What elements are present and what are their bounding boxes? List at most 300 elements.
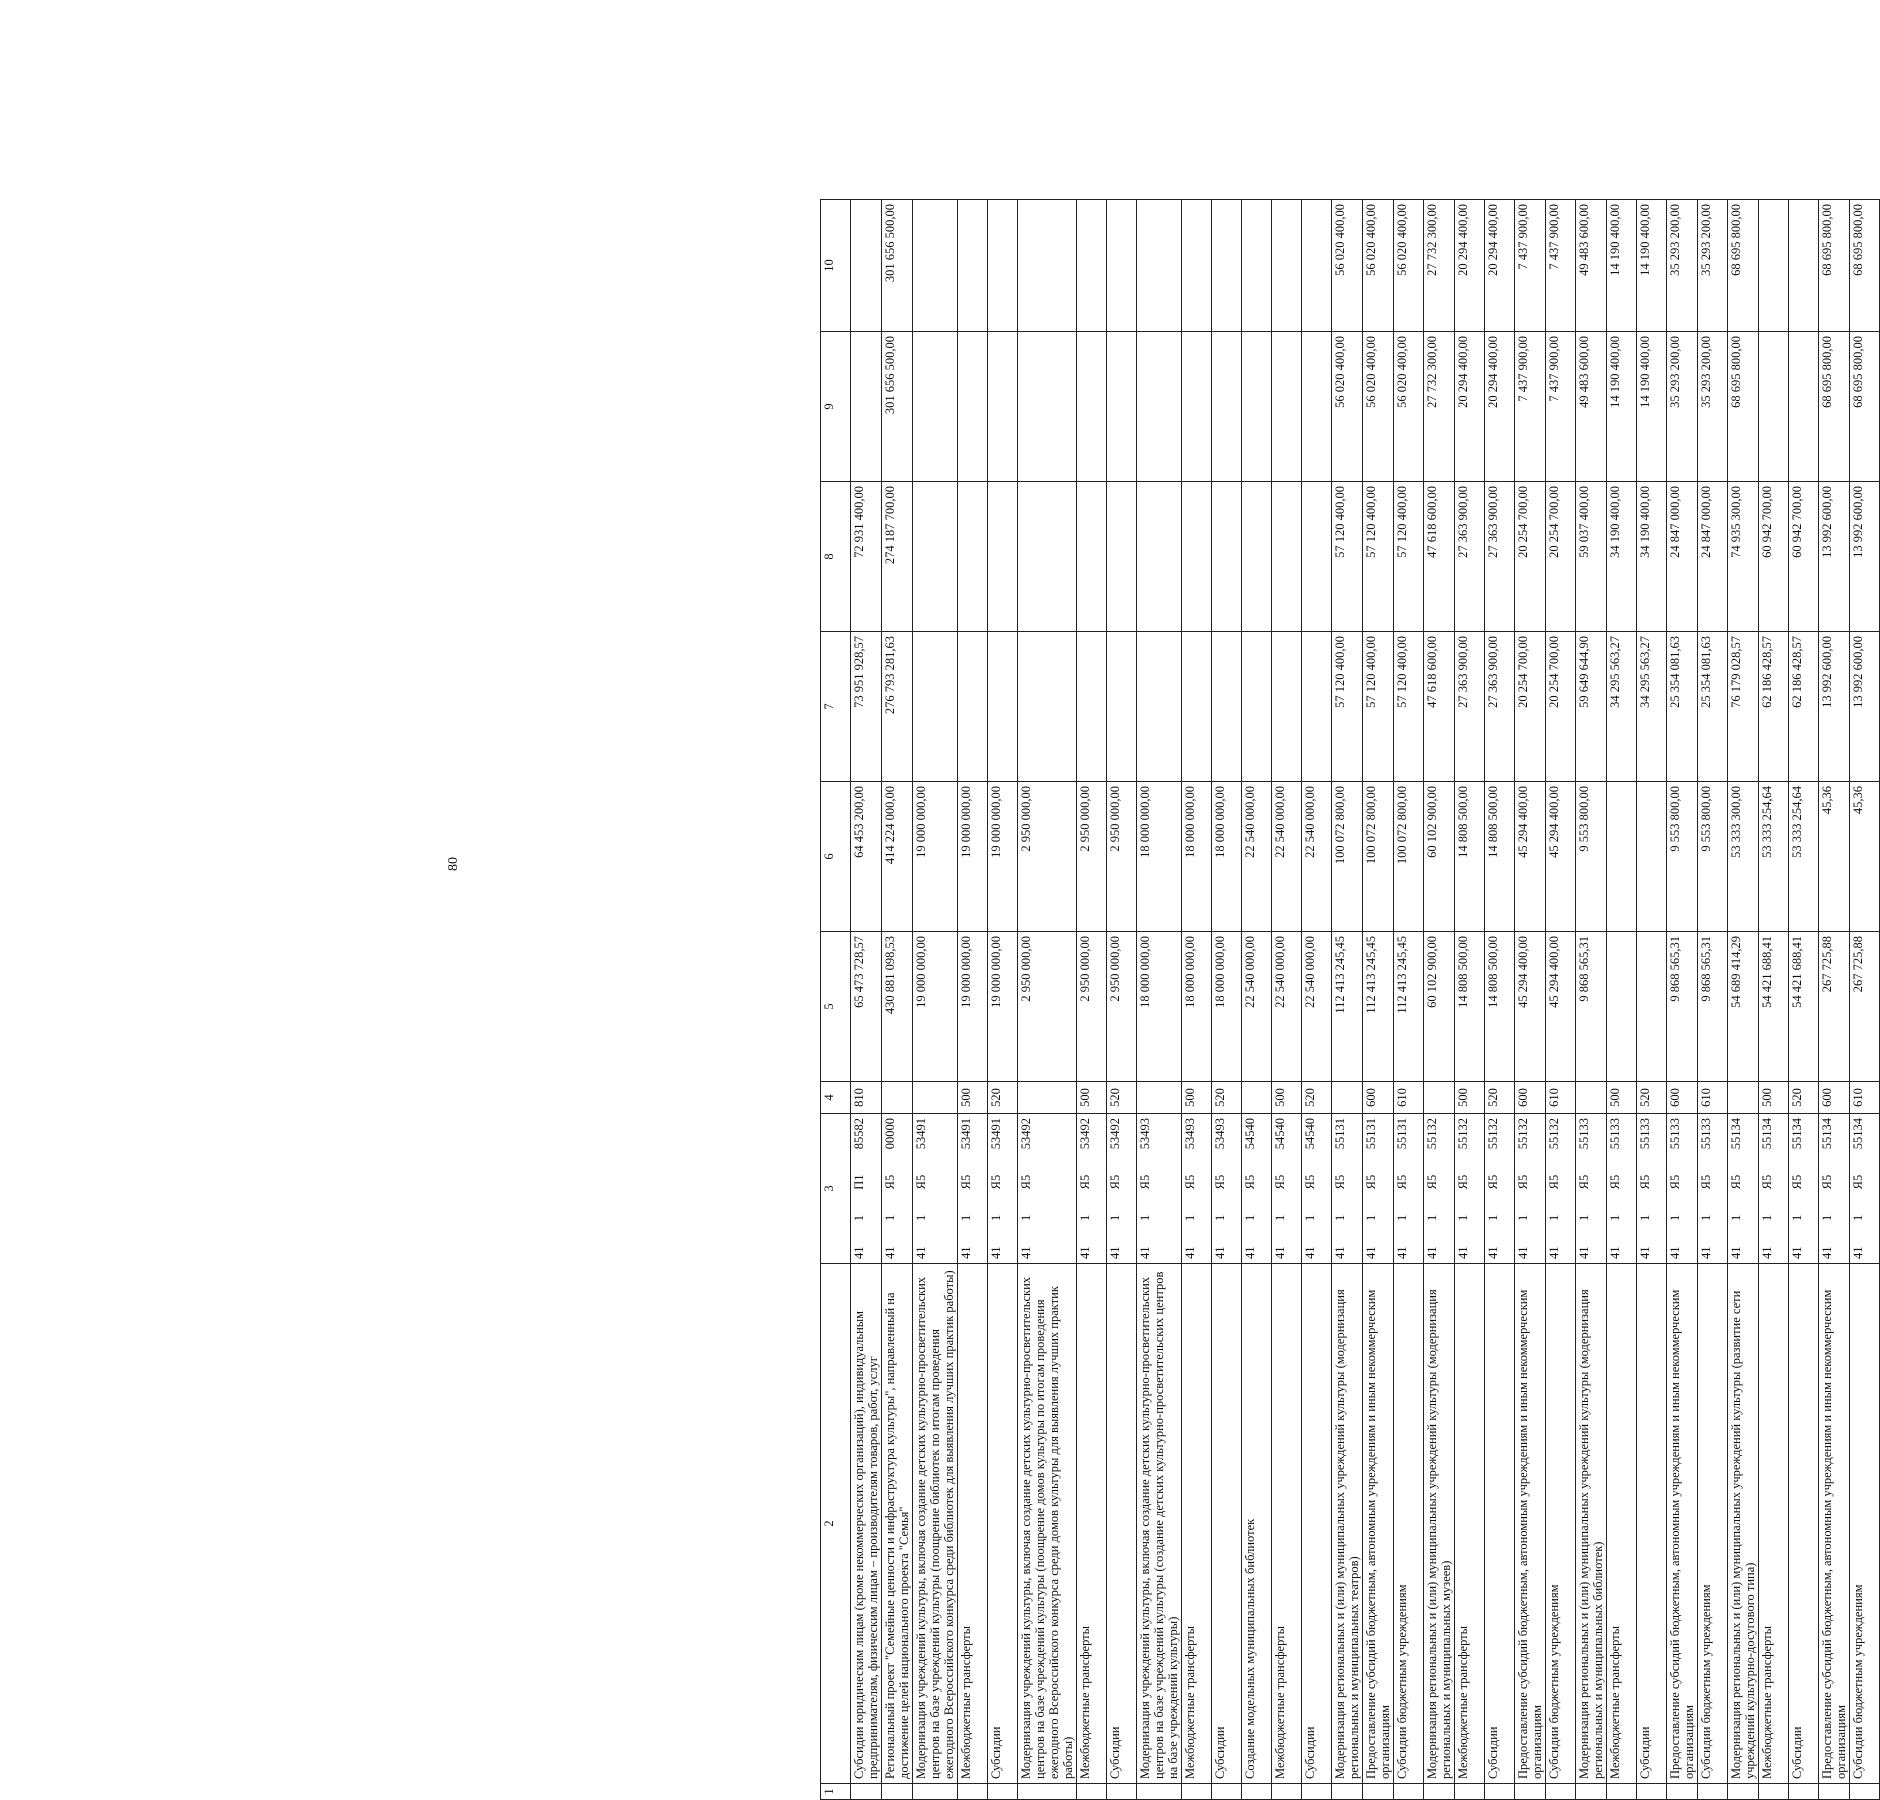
amount-v10: 7 437 900,00 [1515,200,1546,332]
column-header: 4 [821,1082,851,1114]
table-row [1242,200,1272,1800]
expense-type [1424,1082,1455,1114]
row-code [1212,1114,1242,1264]
budget-table [820,199,1880,1800]
amount-v5: 65 473 728,57 [851,932,882,1082]
code-part: 1 [883,1214,897,1222]
amount-v5: 18 000 000,00 [1212,932,1242,1082]
table-row [1546,200,1576,1800]
code-part: 1 [959,1214,973,1222]
amount-v6: 64 453 200,00 [851,782,882,932]
row-code [1759,1114,1789,1264]
amount-v6: 18 000 000,00 [1212,782,1242,932]
column-header: 2 [821,1264,851,1784]
row-code [1576,1114,1607,1264]
amount-v10: 20 294 400,00 [1455,200,1485,332]
amount-v8: 57 120 400,00 [1363,482,1394,632]
code-part: 41 [959,1246,973,1259]
amount-v10: 56 020 400,00 [1394,200,1424,332]
table-row [1424,200,1455,1800]
amount-v7 [1272,632,1302,782]
page-number: 80 [446,857,461,871]
amount-v8 [1018,482,1077,632]
column-header: 6 [821,782,851,932]
amount-v10: 68 695 800,00 [1728,200,1759,332]
amount-v7: 25 354 081,63 [1698,632,1728,782]
expense-type: 520 [988,1082,1018,1114]
amount-v9: 68 695 800,00 [1850,332,1880,482]
amount-v5: 2 950 000,00 [1018,932,1077,1082]
amount-v10 [1302,200,1332,332]
amount-v6: 414 224 000,00 [882,782,913,932]
row-code [1667,1114,1698,1264]
table-row [1137,200,1182,1800]
amount-v5: 54 421 688,41 [1789,932,1819,1082]
row-name: Создание модельных муниципальных библиотек [1242,1264,1272,1784]
amount-v5: 9 868 565,31 [1576,932,1607,1082]
row-name: Субсидии бюджетным учреждениям [1698,1264,1728,1784]
amount-v10 [1182,200,1212,332]
code-part: Я5 [1820,1174,1834,1190]
code-part: Я5 [1183,1174,1197,1190]
code-part: 85582 [852,1118,866,1150]
table-row [1394,200,1424,1800]
expense-type: 500 [1607,1082,1637,1114]
row-number [882,1784,913,1800]
code-part: 55132 [1486,1118,1500,1150]
amount-v10: 14 190 400,00 [1607,200,1637,332]
amount-v7: 25 354 081,63 [1667,632,1698,782]
code-part: Я5 [1668,1174,1682,1190]
code-part: 41 [1078,1246,1092,1259]
amount-v7: 59 649 644,90 [1576,632,1607,782]
amount-v9: 35 293 200,00 [1667,332,1698,482]
row-name: Субсидии бюджетным учреждениям [1394,1264,1424,1784]
row-code [1332,1114,1363,1264]
amount-v8 [1182,482,1212,632]
row-code [1077,1114,1107,1264]
code-part: Я5 [1108,1174,1122,1190]
amount-v8 [1212,482,1242,632]
column-header: 5 [821,932,851,1082]
row-number [1018,1784,1077,1800]
row-number [1242,1784,1272,1800]
amount-v10 [958,200,988,332]
amount-v7 [958,632,988,782]
code-part: 1 [914,1214,928,1222]
amount-v9 [1018,332,1077,482]
code-part: 41 [1547,1246,1561,1259]
code-part: Я5 [914,1174,928,1190]
row-number [1728,1784,1759,1800]
amount-v9 [1077,332,1107,482]
code-part: 41 [1273,1246,1287,1259]
code-part: Я5 [1729,1174,1743,1190]
column-header: 7 [821,632,851,782]
amount-v8: 72 931 400,00 [851,482,882,632]
amount-v10: 56 020 400,00 [1363,200,1394,332]
code-part: 41 [1395,1246,1409,1259]
amount-v8: 13 992 600,00 [1819,482,1850,632]
amount-v6: 53 333 300,00 [1728,782,1759,932]
expense-type: 520 [1302,1082,1332,1114]
amount-v8 [1302,482,1332,632]
amount-v5: 19 000 000,00 [958,932,988,1082]
amount-v7 [1182,632,1212,782]
table-row [1637,200,1667,1800]
amount-v7 [1137,632,1182,782]
amount-v9 [851,332,882,482]
code-part: Я5 [1638,1174,1652,1190]
amount-v6: 18 000 000,00 [1137,782,1182,932]
table-row [1107,200,1137,1800]
expense-type [913,1082,958,1114]
code-part: 55131 [1395,1118,1409,1150]
amount-v10: 27 732 300,00 [1424,200,1455,332]
code-part: Я5 [1243,1174,1257,1190]
amount-v7: 27 363 900,00 [1485,632,1515,782]
code-part: 1 [1138,1214,1152,1222]
code-part: 55132 [1456,1118,1470,1150]
amount-v6: 2 950 000,00 [1107,782,1137,932]
amount-v7: 57 120 400,00 [1332,632,1363,782]
code-part: 1 [1456,1214,1470,1222]
code-part: Я5 [1699,1174,1713,1190]
amount-v9 [1137,332,1182,482]
row-number [1637,1784,1667,1800]
amount-v6: 100 072 800,00 [1332,782,1363,932]
amount-v8: 57 120 400,00 [1332,482,1363,632]
amount-v6: 9 553 800,00 [1667,782,1698,932]
amount-v9 [1182,332,1212,482]
amount-v8: 34 190 400,00 [1637,482,1667,632]
code-part: 1 [1668,1214,1682,1222]
amount-v7: 62 186 428,57 [1789,632,1819,782]
amount-v7: 47 618 600,00 [1424,632,1455,782]
amount-v7: 13 992 600,00 [1819,632,1850,782]
amount-v6: 100 072 800,00 [1363,782,1394,932]
code-part: Я5 [1213,1174,1227,1190]
code-part: 41 [1577,1246,1591,1259]
row-name: Межбюджетные трансферты [1759,1264,1789,1784]
code-part: 41 [883,1246,897,1259]
code-part: 55134 [1790,1118,1804,1150]
amount-v6: 53 333 254,64 [1789,782,1819,932]
table-row [1485,200,1515,1800]
amount-v9: 56 020 400,00 [1332,332,1363,482]
amount-v10 [1107,200,1137,332]
amount-v5: 112 413 245,45 [1363,932,1394,1082]
code-part: 1 [852,1215,866,1222]
amount-v10 [1077,200,1107,332]
code-part: П1 [852,1174,866,1190]
code-part: 1 [1516,1214,1530,1222]
row-code [1018,1114,1077,1264]
row-name: Межбюджетные трансферты [1607,1264,1637,1784]
row-number [1789,1784,1819,1800]
amount-v9: 68 695 800,00 [1728,332,1759,482]
code-part: 41 [1108,1246,1122,1259]
table-row [1212,200,1242,1800]
amount-v8: 27 363 900,00 [1485,482,1515,632]
amount-v8: 24 847 000,00 [1667,482,1698,632]
amount-v10 [1242,200,1272,332]
code-part: 55134 [1760,1118,1774,1150]
code-part: Я5 [1303,1174,1317,1190]
code-part: 1 [1851,1214,1865,1222]
amount-v6: 9 553 800,00 [1576,782,1607,932]
table-row [1455,200,1485,1800]
row-number [1667,1784,1698,1800]
code-part: 53491 [959,1118,973,1150]
row-code [1272,1114,1302,1264]
table-row [1515,200,1546,1800]
row-name: Субсидии [1637,1264,1667,1784]
code-part: 41 [1668,1246,1682,1259]
row-number [958,1784,988,1800]
row-number [1182,1784,1212,1800]
amount-v9 [1107,332,1137,482]
table-row [1272,200,1302,1800]
expense-type: 610 [1850,1082,1880,1114]
amount-v5: 112 413 245,45 [1332,932,1363,1082]
code-part: 41 [1760,1246,1774,1259]
amount-v6 [1607,782,1637,932]
row-name: Модернизация региональных и (или) муниципальных учреждений культуры (модернизация региональных и муниципальных театров) [1332,1264,1363,1784]
code-part: 41 [1608,1246,1622,1259]
amount-v10 [1018,200,1077,332]
amount-v8: 60 942 700,00 [1759,482,1789,632]
code-part: 41 [1729,1246,1743,1259]
row-code [1107,1114,1137,1264]
amount-v5: 22 540 000,00 [1302,932,1332,1082]
row-name: Региональный проект "Семейные ценности и инфраструктура культуры", направленный на достижение целей национального проекта "Семья" [882,1264,913,1784]
expense-type: 500 [1077,1082,1107,1114]
row-code [1850,1114,1880,1264]
expense-type: 500 [1272,1082,1302,1114]
code-part: 55134 [1729,1118,1743,1150]
amount-v8 [913,482,958,632]
amount-v6: 19 000 000,00 [958,782,988,932]
amount-v6: 22 540 000,00 [1242,782,1272,932]
code-part: 54540 [1273,1118,1287,1150]
amount-v6: 14 808 500,00 [1485,782,1515,932]
amount-v10 [1789,200,1819,332]
code-part: 1 [1486,1214,1500,1222]
code-part: 41 [852,1246,866,1259]
amount-v7 [1212,632,1242,782]
row-code [1698,1114,1728,1264]
row-name: Предоставление субсидий бюджетным, автономным учреждениям и иным некоммерческим организациям [1515,1264,1546,1784]
amount-v5: 9 868 565,31 [1667,932,1698,1082]
table-row [913,200,958,1800]
code-part: 1 [1608,1214,1622,1222]
row-name: Межбюджетные трансферты [1272,1264,1302,1784]
amount-v5: 18 000 000,00 [1137,932,1182,1082]
row-name: Субсидии бюджетным учреждениям [1546,1264,1576,1784]
row-code [1485,1114,1515,1264]
code-part: 53493 [1138,1118,1152,1150]
row-code [1363,1114,1394,1264]
code-part: 41 [1243,1246,1257,1259]
row-code [988,1114,1018,1264]
amount-v9: 68 695 800,00 [1819,332,1850,482]
column-header: 10 [821,200,851,332]
amount-v8 [1242,482,1272,632]
amount-v8 [1137,482,1182,632]
row-name: Субсидии [1212,1264,1242,1784]
code-part: 55133 [1577,1118,1591,1150]
expense-type: 500 [958,1082,988,1114]
row-code [1242,1114,1272,1264]
row-name: Модернизация региональных и (или) муниципальных учреждений культуры (модернизация региональных и муниципальных музеев) [1424,1264,1455,1784]
amount-v7: 57 120 400,00 [1363,632,1394,782]
code-part: 54540 [1243,1118,1257,1150]
code-part: 41 [1516,1246,1530,1259]
code-part: 53492 [1019,1118,1033,1150]
row-code [882,1114,913,1264]
amount-v7: 20 254 700,00 [1515,632,1546,782]
amount-v7 [1107,632,1137,782]
row-name: Предоставление субсидий бюджетным, автономным учреждениям и иным некоммерческим организациям [1667,1264,1698,1784]
amount-v8: 47 618 600,00 [1424,482,1455,632]
table-row [1728,200,1759,1800]
row-name: Межбюджетные трансферты [958,1264,988,1784]
expense-type: 810 [851,1082,882,1114]
row-code [1728,1114,1759,1264]
code-part: 1 [1333,1214,1347,1222]
code-part: 1 [1547,1214,1561,1222]
code-part: 1 [1699,1214,1713,1222]
table-body [851,200,1880,1800]
amount-v8: 74 935 300,00 [1728,482,1759,632]
amount-v10 [1137,200,1182,332]
code-part: 55133 [1668,1118,1682,1150]
header-row [821,200,851,1800]
code-part: 53493 [1213,1118,1227,1150]
row-name: Субсидии [1107,1264,1137,1784]
code-part: 55132 [1516,1118,1530,1150]
amount-v5: 2 950 000,00 [1077,932,1107,1082]
amount-v6: 2 950 000,00 [1018,782,1077,932]
code-part: 1 [1078,1214,1092,1222]
amount-v6: 100 072 800,00 [1394,782,1424,932]
row-number [1759,1784,1789,1800]
amount-v8 [1272,482,1302,632]
amount-v5: 14 808 500,00 [1455,932,1485,1082]
expense-type: 520 [1789,1082,1819,1114]
amount-v5: 19 000 000,00 [988,932,1018,1082]
amount-v5: 267 725,88 [1819,932,1850,1082]
code-part: 53492 [1108,1118,1122,1150]
amount-v8: 24 847 000,00 [1698,482,1728,632]
amount-v5: 9 868 565,31 [1698,932,1728,1082]
row-name: Предоставление субсидий бюджетным, автономным учреждениям и иным некоммерческим организациям [1819,1264,1850,1784]
code-part: 1 [1577,1214,1591,1222]
amount-v7: 13 992 600,00 [1850,632,1880,782]
amount-v10: 14 190 400,00 [1637,200,1667,332]
amount-v10: 49 483 600,00 [1576,200,1607,332]
code-part: 1 [1638,1214,1652,1222]
amount-v7: 62 186 428,57 [1759,632,1789,782]
code-part: Я5 [1516,1174,1530,1190]
amount-v10 [851,200,882,332]
amount-v6: 18 000 000,00 [1182,782,1212,932]
amount-v8 [958,482,988,632]
row-number [1077,1784,1107,1800]
row-number [1485,1784,1515,1800]
expense-type: 600 [1819,1082,1850,1114]
expense-type: 520 [1107,1082,1137,1114]
amount-v8: 27 363 900,00 [1455,482,1485,632]
amount-v8: 13 992 600,00 [1850,482,1880,632]
amount-v6: 22 540 000,00 [1302,782,1332,932]
amount-v5: 54 421 688,41 [1759,932,1789,1082]
amount-v9: 27 732 300,00 [1424,332,1455,482]
code-part: Я5 [1078,1174,1092,1190]
amount-v10: 56 020 400,00 [1332,200,1363,332]
code-part: 1 [1273,1214,1287,1222]
code-part: Я5 [1364,1174,1378,1190]
table-row [1607,200,1637,1800]
table-row [1819,200,1850,1800]
row-number [1698,1784,1728,1800]
amount-v10: 20 294 400,00 [1485,200,1515,332]
code-part: 41 [1820,1246,1834,1259]
code-part: 41 [1456,1246,1470,1259]
amount-v9: 7 437 900,00 [1546,332,1576,482]
row-number [851,1784,882,1800]
amount-v7 [1018,632,1077,782]
row-number [1850,1784,1880,1800]
amount-v5: 45 294 400,00 [1546,932,1576,1082]
code-part: Я5 [1577,1174,1591,1190]
expense-type: 610 [1394,1082,1424,1114]
amount-v6: 53 333 254,64 [1759,782,1789,932]
code-part: Я5 [883,1174,897,1190]
table-row [1789,200,1819,1800]
amount-v6: 60 102 900,00 [1424,782,1455,932]
amount-v6: 19 000 000,00 [988,782,1018,932]
code-part: Я5 [1019,1174,1033,1190]
code-part: 41 [989,1246,1003,1259]
row-number [1363,1784,1394,1800]
code-part: 1 [1303,1214,1317,1222]
amount-v5: 54 689 414,29 [1728,932,1759,1082]
code-part: 1 [1760,1214,1774,1222]
expense-type: 500 [1759,1082,1789,1114]
code-part: 55133 [1608,1118,1622,1150]
row-name: Субсидии [1789,1264,1819,1784]
expense-type [1242,1082,1272,1114]
row-name: Модернизация учреждений культуры, включая создание детских культурно-просветительских центров на базе учреждений культуры (поощрение библиотек по итогам проведения ежегодного Всероссийского конкурса среди библиотек для выявления лучших практик работы) [913,1264,958,1784]
row-number [1107,1784,1137,1800]
amount-v9: 14 190 400,00 [1607,332,1637,482]
amount-v10 [988,200,1018,332]
amount-v7: 34 295 563,27 [1637,632,1667,782]
row-number [1819,1784,1850,1800]
code-part: 1 [1820,1214,1834,1222]
row-code [1424,1114,1455,1264]
amount-v10 [1212,200,1242,332]
amount-v9: 35 293 200,00 [1698,332,1728,482]
amount-v8: 57 120 400,00 [1394,482,1424,632]
amount-v5 [1637,932,1667,1082]
expense-type: 500 [1182,1082,1212,1114]
code-part: 00000 [883,1118,897,1150]
amount-v9 [958,332,988,482]
code-part: 1 [1183,1214,1197,1222]
